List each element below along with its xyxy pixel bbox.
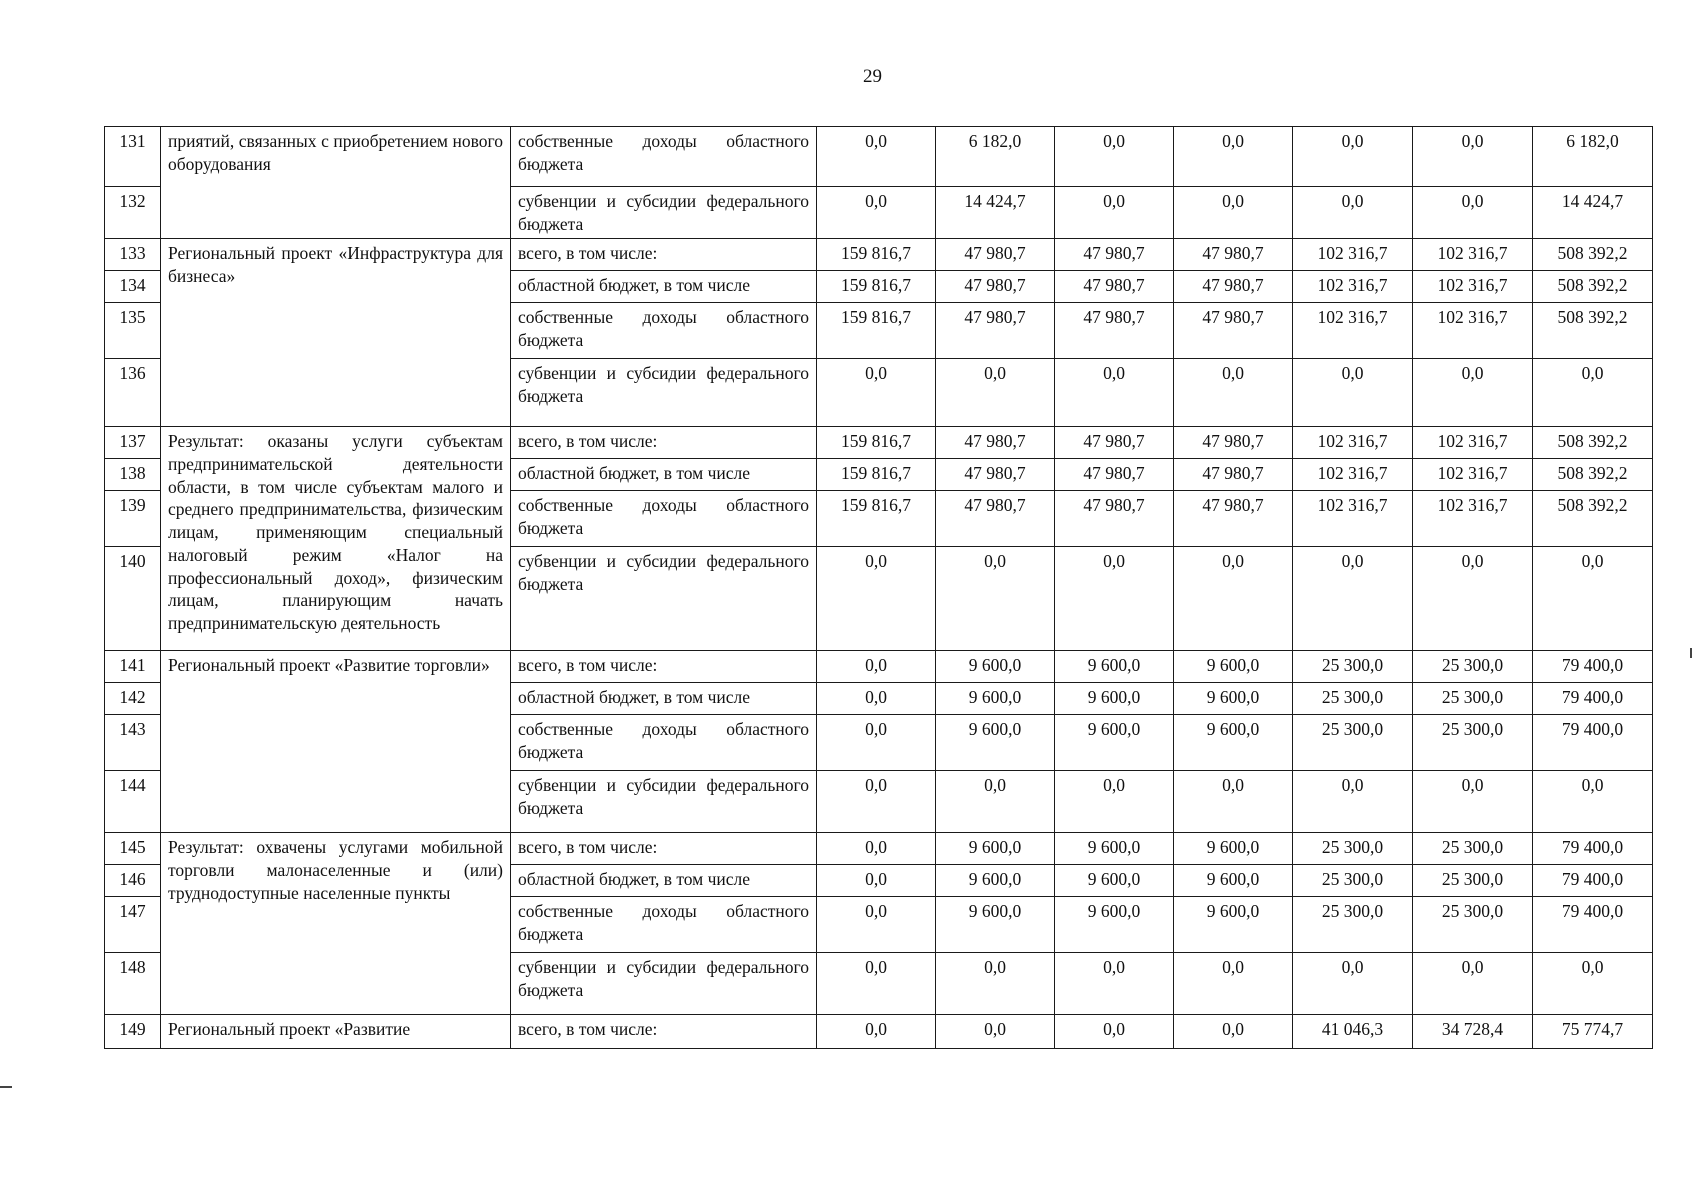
year-value: 0,0 (1413, 127, 1533, 187)
item-name: приятий, связанных с приобретением нового оборудования (161, 127, 511, 239)
table-row (105, 1015, 1653, 1049)
year-value: 0,0 (817, 651, 936, 683)
year-value: 9 600,0 (936, 897, 1055, 953)
total-value: 0,0 (1533, 953, 1653, 1015)
year-value: 0,0 (1055, 1015, 1174, 1049)
year-value: 102 316,7 (1293, 271, 1413, 303)
year-value: 0,0 (936, 1015, 1055, 1049)
item-name: Результат: охвачены услугами мобильной торговли малонаселенные и (или) труднодоступные населенные пункты (161, 833, 511, 1015)
funding-source: собственные доходы областного бюджета (511, 303, 817, 359)
year-value: 9 600,0 (936, 683, 1055, 715)
row-number: 132 (105, 187, 161, 239)
year-value: 159 816,7 (817, 491, 936, 547)
item-name: Региональный проект «Инфраструктура для бизнеса» (161, 239, 511, 427)
funding-source: всего, в том числе: (511, 651, 817, 683)
total-value: 0,0 (1533, 771, 1653, 833)
table-row (105, 651, 1653, 683)
funding-source: собственные доходы областного бюджета (511, 897, 817, 953)
year-value: 102 316,7 (1293, 427, 1413, 459)
item-name: Результат: оказаны услуги субъектам предпринимательской деятельности области, в том числе субъектам малого и среднего предпринимательства, физическим лицам, применяющим специальный налоговый режим «Налог на профессиональный доход», физическим лицам, планирующим начать предпринимательскую деятельность (161, 427, 511, 651)
table-row (105, 833, 1653, 865)
year-value: 47 980,7 (1174, 303, 1293, 359)
row-number: 143 (105, 715, 161, 771)
table-body (105, 127, 1653, 1049)
year-value: 9 600,0 (1055, 833, 1174, 865)
year-value: 102 316,7 (1413, 459, 1533, 491)
total-value: 14 424,7 (1533, 187, 1653, 239)
year-value: 25 300,0 (1413, 651, 1533, 683)
year-value: 47 980,7 (936, 239, 1055, 271)
total-value: 79 400,0 (1533, 833, 1653, 865)
year-value: 0,0 (1055, 127, 1174, 187)
table-row (105, 127, 1653, 187)
year-value: 47 980,7 (936, 491, 1055, 547)
year-value: 47 980,7 (1055, 271, 1174, 303)
year-value: 6 182,0 (936, 127, 1055, 187)
year-value: 0,0 (1055, 953, 1174, 1015)
year-value: 0,0 (936, 359, 1055, 427)
year-value: 0,0 (1413, 547, 1533, 651)
year-value: 25 300,0 (1413, 833, 1533, 865)
year-value: 9 600,0 (1055, 865, 1174, 897)
year-value: 9 600,0 (1055, 683, 1174, 715)
scan-mark-left (0, 1086, 12, 1088)
funding-source: областной бюджет, в том числе (511, 271, 817, 303)
funding-source: всего, в том числе: (511, 427, 817, 459)
year-value: 0,0 (1055, 771, 1174, 833)
year-value: 0,0 (817, 715, 936, 771)
year-value: 0,0 (1174, 1015, 1293, 1049)
year-value: 159 816,7 (817, 427, 936, 459)
year-value: 9 600,0 (936, 715, 1055, 771)
funding-source: субвенции и субсидии федерального бюджета (511, 547, 817, 651)
year-value: 47 980,7 (1055, 459, 1174, 491)
year-value: 0,0 (1293, 771, 1413, 833)
total-value: 79 400,0 (1533, 897, 1653, 953)
total-value: 508 392,2 (1533, 491, 1653, 547)
year-value: 0,0 (817, 359, 936, 427)
year-value: 9 600,0 (1174, 865, 1293, 897)
row-number: 137 (105, 427, 161, 459)
row-number: 146 (105, 865, 161, 897)
year-value: 25 300,0 (1413, 865, 1533, 897)
year-value: 102 316,7 (1413, 427, 1533, 459)
year-value: 102 316,7 (1293, 303, 1413, 359)
row-number: 145 (105, 833, 161, 865)
year-value: 0,0 (817, 865, 936, 897)
scan-mark-right (1690, 648, 1692, 658)
table-row (105, 239, 1653, 271)
year-value: 9 600,0 (1055, 897, 1174, 953)
year-value: 0,0 (1413, 771, 1533, 833)
year-value: 0,0 (1413, 359, 1533, 427)
budget-table (104, 126, 1653, 1049)
year-value: 47 980,7 (1055, 491, 1174, 547)
table-row (105, 427, 1653, 459)
year-value: 25 300,0 (1293, 683, 1413, 715)
year-value: 0,0 (1055, 187, 1174, 239)
year-value: 25 300,0 (1413, 715, 1533, 771)
year-value: 159 816,7 (817, 459, 936, 491)
year-value: 0,0 (1174, 187, 1293, 239)
year-value: 47 980,7 (1174, 271, 1293, 303)
total-value: 508 392,2 (1533, 303, 1653, 359)
year-value: 159 816,7 (817, 239, 936, 271)
year-value: 0,0 (1293, 547, 1413, 651)
year-value: 25 300,0 (1293, 833, 1413, 865)
year-value: 0,0 (1293, 359, 1413, 427)
year-value: 0,0 (817, 1015, 936, 1049)
year-value: 102 316,7 (1293, 239, 1413, 271)
total-value: 6 182,0 (1533, 127, 1653, 187)
year-value: 0,0 (1174, 771, 1293, 833)
year-value: 102 316,7 (1413, 303, 1533, 359)
year-value: 0,0 (1174, 127, 1293, 187)
funding-source: областной бюджет, в том числе (511, 683, 817, 715)
year-value: 47 980,7 (936, 303, 1055, 359)
funding-source: собственные доходы областного бюджета (511, 127, 817, 187)
row-number: 138 (105, 459, 161, 491)
year-value: 9 600,0 (1174, 897, 1293, 953)
year-value: 0,0 (817, 897, 936, 953)
year-value: 0,0 (817, 771, 936, 833)
page-number: 29 (863, 66, 882, 87)
year-value: 0,0 (1174, 359, 1293, 427)
item-name: Региональный проект «Развитие (161, 1015, 511, 1049)
funding-source: субвенции и субсидии федерального бюджета (511, 359, 817, 427)
year-value: 25 300,0 (1293, 865, 1413, 897)
row-number: 133 (105, 239, 161, 271)
total-value: 79 400,0 (1533, 715, 1653, 771)
year-value: 102 316,7 (1293, 491, 1413, 547)
row-number: 139 (105, 491, 161, 547)
total-value: 508 392,2 (1533, 459, 1653, 491)
year-value: 47 980,7 (936, 459, 1055, 491)
funding-source: собственные доходы областного бюджета (511, 491, 817, 547)
year-value: 47 980,7 (1055, 303, 1174, 359)
row-number: 147 (105, 897, 161, 953)
year-value: 0,0 (1055, 359, 1174, 427)
row-number: 148 (105, 953, 161, 1015)
year-value: 0,0 (1413, 953, 1533, 1015)
year-value: 0,0 (817, 683, 936, 715)
funding-source: субвенции и субсидии федерального бюджета (511, 771, 817, 833)
year-value: 102 316,7 (1413, 271, 1533, 303)
year-value: 159 816,7 (817, 303, 936, 359)
row-number: 134 (105, 271, 161, 303)
year-value: 25 300,0 (1293, 715, 1413, 771)
year-value: 0,0 (817, 187, 936, 239)
year-value: 0,0 (1055, 547, 1174, 651)
year-value: 0,0 (817, 127, 936, 187)
total-value: 508 392,2 (1533, 239, 1653, 271)
year-value: 0,0 (817, 953, 936, 1015)
item-name: Региональный проект «Развитие торговли» (161, 651, 511, 833)
row-number: 131 (105, 127, 161, 187)
year-value: 102 316,7 (1293, 459, 1413, 491)
year-value: 14 424,7 (936, 187, 1055, 239)
year-value: 47 980,7 (1055, 427, 1174, 459)
year-value: 47 980,7 (1174, 239, 1293, 271)
year-value: 47 980,7 (936, 271, 1055, 303)
funding-source: собственные доходы областного бюджета (511, 715, 817, 771)
year-value: 0,0 (936, 547, 1055, 651)
total-value: 508 392,2 (1533, 271, 1653, 303)
year-value: 9 600,0 (936, 833, 1055, 865)
row-number: 141 (105, 651, 161, 683)
funding-source: всего, в том числе: (511, 833, 817, 865)
year-value: 0,0 (1413, 187, 1533, 239)
year-value: 9 600,0 (936, 865, 1055, 897)
year-value: 9 600,0 (1174, 715, 1293, 771)
year-value: 47 980,7 (1174, 427, 1293, 459)
total-value: 0,0 (1533, 359, 1653, 427)
total-value: 508 392,2 (1533, 427, 1653, 459)
year-value: 0,0 (1293, 127, 1413, 187)
year-value: 9 600,0 (936, 651, 1055, 683)
year-value: 9 600,0 (1055, 651, 1174, 683)
total-value: 75 774,7 (1533, 1015, 1653, 1049)
year-value: 9 600,0 (1174, 651, 1293, 683)
funding-source: субвенции и субсидии федерального бюджета (511, 187, 817, 239)
funding-source: областной бюджет, в том числе (511, 459, 817, 491)
row-number: 144 (105, 771, 161, 833)
total-value: 0,0 (1533, 547, 1653, 651)
total-value: 79 400,0 (1533, 683, 1653, 715)
year-value: 41 046,3 (1293, 1015, 1413, 1049)
year-value: 25 300,0 (1293, 651, 1413, 683)
funding-source: всего, в том числе: (511, 1015, 817, 1049)
year-value: 47 980,7 (1174, 491, 1293, 547)
year-value: 0,0 (817, 547, 936, 651)
year-value: 0,0 (1293, 953, 1413, 1015)
row-number: 149 (105, 1015, 161, 1049)
year-value: 9 600,0 (1174, 683, 1293, 715)
row-number: 135 (105, 303, 161, 359)
year-value: 47 980,7 (936, 427, 1055, 459)
year-value: 25 300,0 (1293, 897, 1413, 953)
year-value: 0,0 (1174, 547, 1293, 651)
row-number: 136 (105, 359, 161, 427)
year-value: 9 600,0 (1055, 715, 1174, 771)
year-value: 0,0 (936, 953, 1055, 1015)
year-value: 0,0 (1174, 953, 1293, 1015)
year-value: 0,0 (1293, 187, 1413, 239)
year-value: 47 980,7 (1174, 459, 1293, 491)
year-value: 159 816,7 (817, 271, 936, 303)
year-value: 47 980,7 (1055, 239, 1174, 271)
year-value: 0,0 (817, 833, 936, 865)
year-value: 102 316,7 (1413, 239, 1533, 271)
row-number: 142 (105, 683, 161, 715)
row-number: 140 (105, 547, 161, 651)
total-value: 79 400,0 (1533, 651, 1653, 683)
year-value: 25 300,0 (1413, 683, 1533, 715)
funding-source: всего, в том числе: (511, 239, 817, 271)
year-value: 34 728,4 (1413, 1015, 1533, 1049)
funding-source: областной бюджет, в том числе (511, 865, 817, 897)
total-value: 79 400,0 (1533, 865, 1653, 897)
year-value: 25 300,0 (1413, 897, 1533, 953)
year-value: 102 316,7 (1413, 491, 1533, 547)
year-value: 9 600,0 (1174, 833, 1293, 865)
year-value: 0,0 (936, 771, 1055, 833)
funding-source: субвенции и субсидии федерального бюджета (511, 953, 817, 1015)
